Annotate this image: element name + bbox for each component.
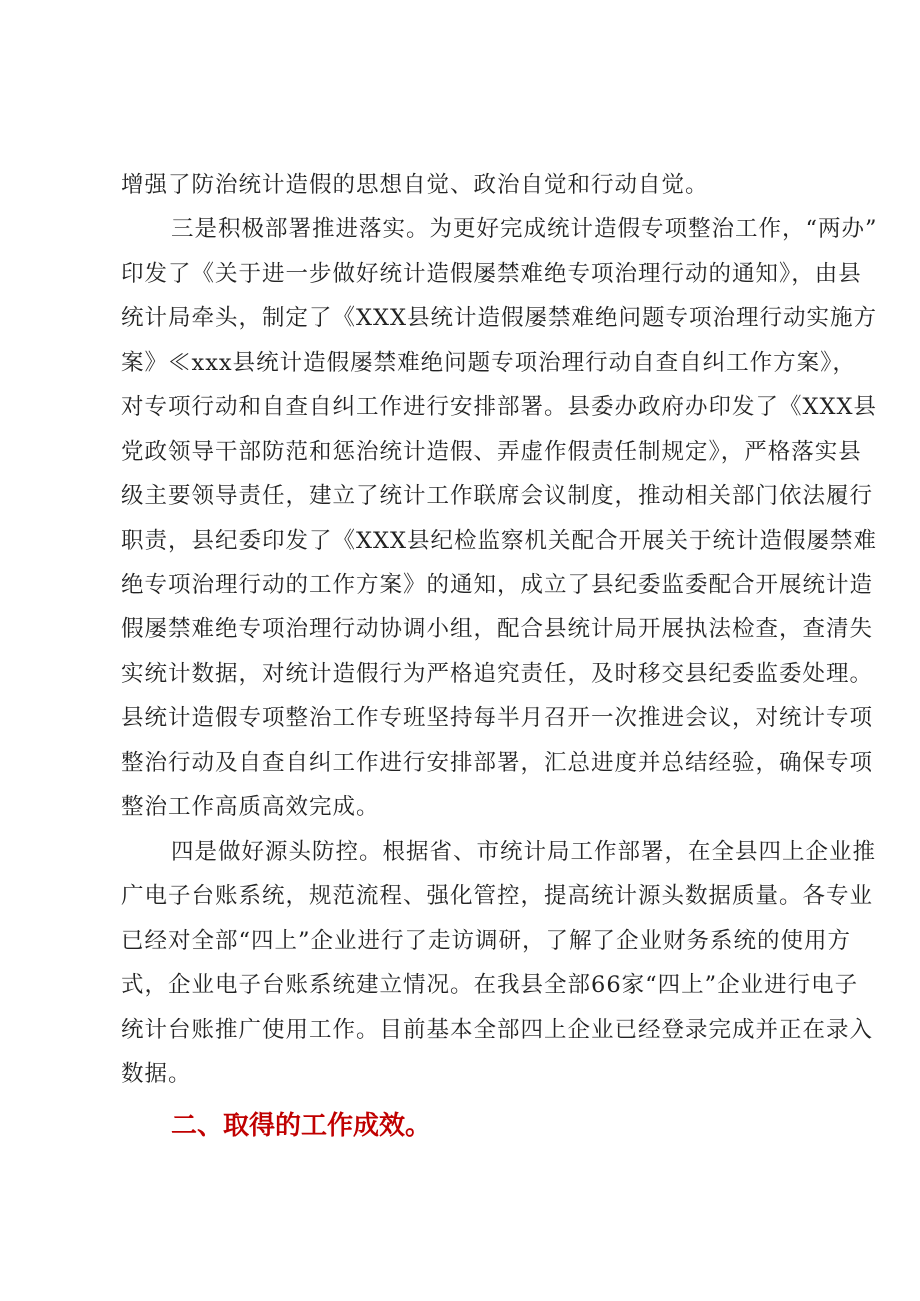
text-line: 广电子台账系统，规范流程、强化管控，提高统计源头数据质量。各专业	[121, 883, 874, 909]
text-line: 已经对全部“四上”企业进行了走访调研，了解了企业财务系统的使用方	[121, 928, 852, 954]
text-line: 整治工作高质高效完成。	[121, 794, 380, 820]
text-line: 增强了防治统计造假的思想自觉、政治自觉和行动自觉。	[121, 172, 709, 198]
text-line: 对专项行动和自查自纠工作进行安排部署。县委办政府办印发了《XXX县	[121, 394, 878, 420]
text-line: 职责，县纪委印发了《XXX县纪检监察机关配合开展关于统计造假屡禁难	[121, 528, 878, 554]
section-heading: 二、取得的工作成效。	[171, 1111, 432, 1141]
text-line: 假屡禁难绝专项治理行动协调小组，配合县统计局开展执法检查，查清失	[121, 616, 874, 642]
text-line: 统计局牵头，制定了《XXX县统计造假屡禁难绝问题专项治理行动实施方	[121, 305, 878, 331]
text-line: 党政领导干部防范和惩治统计造假、弄虚作假责任制规定》，严格落实县	[121, 439, 862, 465]
text-line: 四是做好源头防控。根据省、市统计局工作部署，在全县四上企业推	[171, 839, 877, 865]
text-line: 统计台账推广使用工作。目前基本全部四上企业已经登录完成并正在录入	[121, 1017, 874, 1043]
text-line: 绝专项治理行动的工作方案》的通知，成立了县纪委监委配合开展统计造	[121, 572, 874, 598]
text-line: 式，企业电子台账系统建立情况。在我县全部66家“四上”企业进行电子	[121, 972, 859, 998]
text-line: 县统计造假专项整治工作专班坚持每半月召开一次推进会议，对统计专项	[121, 705, 874, 731]
text-line: 三是积极部署推进落实。为更好完成统计造假专项整治工作，“两办”	[171, 216, 878, 242]
text-line: 实统计数据，对统计造假行为严格追究责任，及时移交县纪委监委处理。	[121, 661, 874, 687]
text-line: 级主要领导责任，建立了统计工作联席会议制度，推动相关部门依法履行	[121, 483, 874, 509]
text-line: 印发了《关于进一步做好统计造假屡禁难绝专项治理行动的通知》，由县	[121, 261, 862, 287]
text-line: 数据。	[121, 1061, 192, 1087]
text-line: 案》≪xxx县统计造假屡禁难绝问题专项治理行动自查自纠工作方案》，	[121, 350, 856, 376]
text-line: 整治行动及自查自纠工作进行安排部署，汇总进度并总结经验，确保专项	[121, 750, 874, 776]
